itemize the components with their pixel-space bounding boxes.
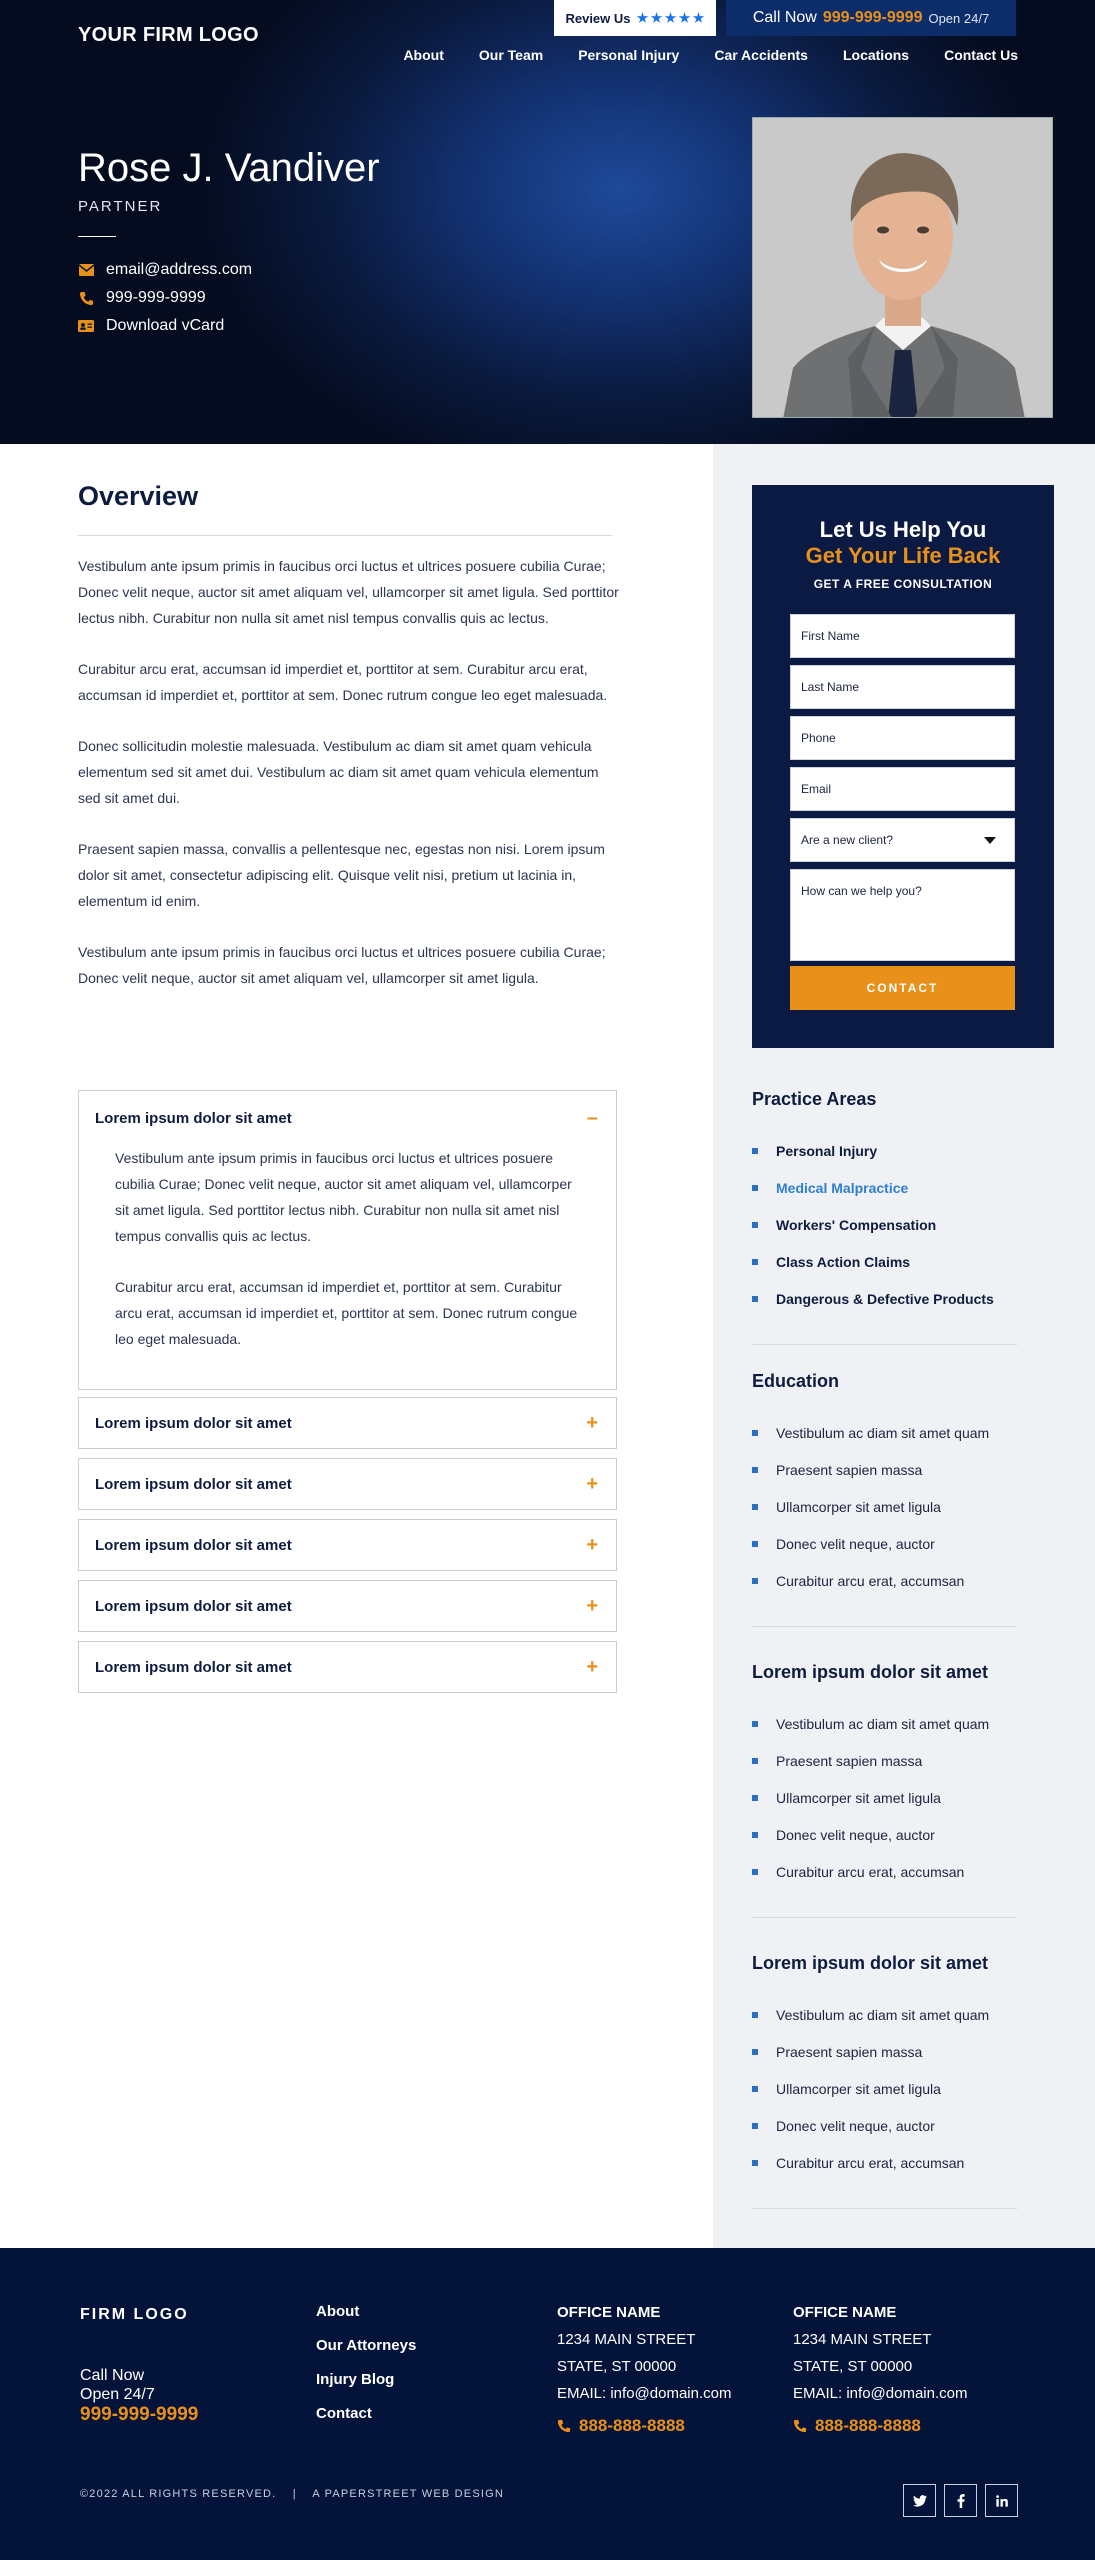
education-list <box>752 1414 1017 1599</box>
footer-call-label: Call Now <box>80 2367 145 2384</box>
hero-banner <box>0 0 1095 444</box>
accordion-item[interactable] <box>78 1397 617 1449</box>
practice-link-personal-injury[interactable] <box>752 1132 1017 1169</box>
office-city: STATE, ST 00000 <box>557 2358 677 2375</box>
list-item-text: Praesent sapien massa <box>776 1752 923 1769</box>
practice-label: Dangerous & Defective Products <box>776 1290 994 1307</box>
office-name: OFFICE NAME <box>557 2304 661 2321</box>
practice-areas-title: Practice Areas <box>752 1089 877 1109</box>
list-item-text: Donec velit neque, auctor <box>776 1826 935 1843</box>
square-bullet-icon <box>752 1504 758 1510</box>
sidebar-section-title: Lorem ipsum dolor sit amet <box>752 1662 989 1682</box>
office-street: 1234 MAIN STREET <box>557 2331 696 2348</box>
overview-paragraph: Curabitur arcu erat, accumsan id imperdiet et, porttitor at sem. Curabitur arcu erat, accumsan id imperdiet et, porttitor at sem. Donec rutrum congue leo eget malesuada. <box>78 661 608 703</box>
square-bullet-icon <box>752 2012 758 2018</box>
overview-heading: Overview <box>78 481 199 511</box>
nav-contact-us[interactable]: Contact Us <box>944 47 1018 63</box>
practice-link-workers-comp[interactable] <box>752 1206 1017 1243</box>
star-icon <box>693 12 705 24</box>
office-block <box>793 2304 967 2436</box>
review-label: Review Us <box>565 10 631 26</box>
square-bullet-icon <box>752 1832 758 1838</box>
practice-label: Class Action Claims <box>776 1253 911 1270</box>
nav-personal-injury[interactable]: Personal Injury <box>578 47 680 63</box>
practice-link-medical-malpractice[interactable] <box>752 1169 1017 1206</box>
practice-label: Medical Malpractice <box>776 1179 909 1196</box>
list-item <box>752 2144 1017 2181</box>
email-field[interactable] <box>790 767 1015 811</box>
square-bullet-icon <box>752 2049 758 2055</box>
social-links <box>903 2484 1018 2517</box>
select-value: Are a new client? <box>801 833 894 847</box>
caret-down-icon <box>984 837 996 844</box>
accordion-paragraph: Curabitur arcu erat, accumsan id imperdiet et, porttitor at sem. Curabitur arcu erat, accumsan id imperdiet et, porttitor at sem. Donec rutrum congue leo eget malesuada. <box>115 1279 578 1347</box>
sidebar-divider <box>752 1626 1017 1627</box>
accordion-title: Lorem ipsum dolor sit amet <box>95 1475 292 1493</box>
footer-link-attorneys[interactable]: Our Attorneys <box>316 2337 417 2354</box>
linkedin-icon[interactable] <box>985 2484 1018 2517</box>
footer-link-about[interactable]: About <box>316 2303 360 2320</box>
facebook-icon[interactable] <box>944 2484 977 2517</box>
list-item-text: Vestibulum ac diam sit amet quam <box>776 1424 990 1441</box>
list-item-text: Curabitur arcu erat, accumsan <box>776 1572 965 1589</box>
copyright-line <box>80 2488 504 2500</box>
list-item <box>752 2033 1017 2070</box>
square-bullet-icon <box>752 1222 758 1228</box>
accordion-body <box>79 1145 616 1352</box>
square-bullet-icon <box>752 1795 758 1801</box>
footer-phone[interactable]: 999-999-9999 <box>80 2404 199 2425</box>
envelope-icon <box>78 262 94 278</box>
star-icon <box>665 12 677 24</box>
office-block <box>557 2304 731 2436</box>
accordion-title: Lorem ipsum dolor sit amet <box>95 1414 292 1432</box>
square-bullet-icon <box>752 1259 758 1265</box>
sidebar-divider <box>752 2208 1017 2209</box>
list-item-text: Ullamcorper sit amet ligula <box>776 1498 941 1515</box>
list-item-text: Donec velit neque, auctor <box>776 1535 935 1552</box>
list-item <box>752 1996 1017 2033</box>
phone-field[interactable] <box>790 716 1015 760</box>
list-item-text: Vestibulum ac diam sit amet quam <box>776 2006 990 2023</box>
site-footer <box>0 2248 1095 2560</box>
accordion-item[interactable] <box>78 1641 617 1693</box>
square-bullet-icon <box>752 1758 758 1764</box>
square-bullet-icon <box>752 1721 758 1727</box>
call-label: Call Now <box>752 9 817 26</box>
email-row[interactable] <box>78 256 252 284</box>
list-item <box>752 2107 1017 2144</box>
footer-logo[interactable]: FIRM LOGO <box>80 2306 189 2323</box>
message-placeholder: How can we help you? <box>801 884 922 898</box>
accordion-title: Lorem ipsum dolor sit amet <box>95 1536 292 1554</box>
phone-link[interactable]: 999-999-9999 <box>106 289 206 306</box>
vcard-icon <box>78 318 94 334</box>
main-nav <box>403 47 1018 63</box>
square-bullet-icon <box>752 1467 758 1473</box>
email-link[interactable]: email@address.com <box>106 261 253 278</box>
footer-link-contact[interactable]: Contact <box>316 2405 372 2422</box>
square-bullet-icon <box>752 1185 758 1191</box>
list-item <box>752 1451 1017 1488</box>
last-name-placeholder: Last Name <box>801 680 860 694</box>
overview-paragraph: Donec sollicitudin molestie malesuada. Vestibulum ac diam sit amet quam vehicula elementum sed sit amet dui. Vestibulum ac diam sit amet quam vehicula elementum sed sit amet dui. <box>78 738 599 806</box>
phone-placeholder: Phone <box>801 731 836 745</box>
accordion-title: Lorem ipsum dolor sit amet <box>95 1658 292 1676</box>
star-icon <box>651 12 663 24</box>
consultation-form <box>752 485 1054 1048</box>
nav-our-team[interactable]: Our Team <box>478 47 544 63</box>
title-divider <box>78 236 116 237</box>
practice-areas-list <box>752 1132 1017 1317</box>
practice-link-class-action[interactable] <box>752 1243 1017 1280</box>
sidebar-divider <box>752 1344 1017 1345</box>
overview-divider <box>78 535 612 536</box>
attorney-title: PARTNER <box>78 198 163 215</box>
square-bullet-icon <box>752 1148 758 1154</box>
copyright-separator: | <box>292 2488 297 2500</box>
overview-paragraph: Vestibulum ante ipsum primis in faucibus orci luctus et ultrices posuere cubilia Curae; Donec velit neque, auctor sit amet aliquam vel, ullamcorper sit amet ligula. <box>78 944 606 986</box>
list-item <box>752 1853 1017 1890</box>
office-phone-row[interactable] <box>793 2416 967 2436</box>
list-item <box>752 1779 1017 1816</box>
accordion-header[interactable] <box>79 1091 616 1145</box>
phone-row[interactable] <box>78 284 252 312</box>
last-name-field[interactable] <box>790 665 1015 709</box>
practice-label: Personal Injury <box>776 1142 878 1159</box>
overview-paragraph: Praesent sapien massa, convallis a pellentesque nec, egestas non nisi. Lorem ipsum dolor sit amet, consectetur adipiscing elit. Quisque velit nisi, pretium ut lacinia in, elementum id enim. <box>78 841 605 909</box>
sidebar-section-list <box>752 1996 1017 2181</box>
email-placeholder: Email <box>801 782 832 796</box>
practice-link-defective-products[interactable] <box>752 1280 1017 1317</box>
list-item <box>752 1414 1017 1451</box>
new-client-select[interactable] <box>790 818 1015 862</box>
accordion-item[interactable] <box>78 1458 617 1510</box>
list-item-text: Vestibulum ac diam sit amet quam <box>776 1715 990 1732</box>
attorney-portrait <box>752 117 1053 418</box>
overview-body <box>78 553 623 1016</box>
phone-icon <box>793 2419 807 2433</box>
list-item-text: Ullamcorper sit amet ligula <box>776 1789 941 1806</box>
square-bullet-icon <box>752 1869 758 1875</box>
office-name: OFFICE NAME <box>793 2304 897 2321</box>
office-phone: 888-888-8888 <box>579 2416 685 2435</box>
sidebar-section-title: Lorem ipsum dolor sit amet <box>752 1953 989 1973</box>
list-item-text: Curabitur arcu erat, accumsan <box>776 1863 965 1880</box>
form-heading-accent: Get Your Life Back <box>805 543 1001 568</box>
form-subheading: GET A FREE CONSULTATION <box>813 577 993 591</box>
list-item <box>752 1705 1017 1742</box>
collapse-icon: – <box>586 1106 598 1129</box>
square-bullet-icon <box>752 2086 758 2092</box>
square-bullet-icon <box>752 1541 758 1547</box>
nav-car-accidents[interactable]: Car Accidents <box>714 47 808 63</box>
star-icon <box>637 12 649 24</box>
copyright-text: ©2022 ALL RIGHTS RESERVED. <box>80 2488 277 2500</box>
office-phone-row[interactable] <box>557 2416 731 2436</box>
attorney-name: Rose J. Vandiver <box>78 146 380 190</box>
list-item-text: Ullamcorper sit amet ligula <box>776 2080 941 2097</box>
call-now-bar[interactable] <box>726 0 1016 36</box>
accordion-item[interactable] <box>78 1580 617 1632</box>
expand-icon: + <box>586 1533 598 1556</box>
expand-icon: + <box>586 1594 598 1617</box>
accordion-paragraph: Vestibulum ante ipsum primis in faucibus orci luctus et ultrices posuere cubilia Curae; Donec velit neque, auctor sit amet aliquam vel, ullamcorper sit amet ligula. Sed porttitor lectus nibh. Curabitur non nulla sit amet nisl tempus convallis quis ac lectus. <box>115 1150 572 1244</box>
accordion-item[interactable] <box>78 1519 617 1571</box>
accordion-title: Lorem ipsum dolor sit amet <box>95 1597 292 1615</box>
square-bullet-icon <box>752 1430 758 1436</box>
sidebar-divider <box>752 1917 1017 1918</box>
expand-icon: + <box>586 1411 598 1434</box>
square-bullet-icon <box>752 1296 758 1302</box>
office-email[interactable]: EMAIL: info@domain.com <box>793 2385 968 2402</box>
footer-nav <box>316 2302 416 2438</box>
footer-link-blog[interactable]: Injury Blog <box>316 2371 395 2388</box>
office-street: 1234 MAIN STREET <box>793 2331 932 2348</box>
office-phone: 888-888-8888 <box>815 2416 921 2435</box>
list-item-text: Praesent sapien massa <box>776 1461 923 1478</box>
list-item <box>752 1488 1017 1525</box>
list-item <box>752 1525 1017 1562</box>
design-credit[interactable]: A PAPERSTREET WEB DESIGN <box>312 2488 505 2500</box>
review-us-button[interactable] <box>554 0 716 36</box>
sidebar-section-list <box>752 1705 1017 1890</box>
nav-locations[interactable]: Locations <box>842 47 910 63</box>
square-bullet-icon <box>752 2123 758 2129</box>
footer-call <box>80 2366 155 2404</box>
list-item <box>752 1562 1017 1599</box>
vcard-link[interactable]: Download vCard <box>106 317 225 334</box>
education-title: Education <box>752 1371 840 1391</box>
vcard-row[interactable] <box>78 312 252 340</box>
message-textarea[interactable] <box>790 869 1015 961</box>
practice-label: Workers' Compensation <box>776 1216 937 1233</box>
footer-hours: Open 24/7 <box>80 2386 155 2403</box>
overview-paragraph: Vestibulum ante ipsum primis in faucibus orci luctus et ultrices posuere cubilia Curae; Donec velit neque, auctor sit amet aliquam vel, ullamcorper sit amet ligula. Sed porttitor lectus nibh. Curabitur non nulla sit amet nisl tempus convallis quis ac lectus. <box>78 558 619 626</box>
phone-icon <box>557 2419 571 2433</box>
call-hours: Open 24/7 <box>928 10 990 26</box>
expand-icon: + <box>586 1472 598 1495</box>
list-item-text: Praesent sapien massa <box>776 2043 923 2060</box>
expand-icon: + <box>586 1655 598 1678</box>
star-icon <box>679 12 691 24</box>
square-bullet-icon <box>752 2160 758 2166</box>
office-email[interactable]: EMAIL: info@domain.com <box>557 2385 732 2402</box>
header-phone[interactable]: 999-999-9999 <box>822 9 923 26</box>
first-name-field[interactable] <box>790 614 1015 658</box>
twitter-icon[interactable] <box>903 2484 936 2517</box>
list-item <box>752 1816 1017 1853</box>
contact-submit-button[interactable]: CONTACT <box>790 966 1015 1010</box>
list-item-text: Donec velit neque, auctor <box>776 2117 935 2134</box>
accordion-item-open <box>78 1090 617 1390</box>
rating-stars <box>637 12 705 24</box>
square-bullet-icon <box>752 1578 758 1584</box>
nav-about[interactable]: About <box>403 47 444 63</box>
firm-logo[interactable]: YOUR FIRM LOGO <box>78 24 259 46</box>
contact-list <box>78 256 252 340</box>
list-item <box>752 2070 1017 2107</box>
list-item <box>752 1742 1017 1779</box>
list-item-text: Curabitur arcu erat, accumsan <box>776 2154 965 2171</box>
first-name-placeholder: First Name <box>801 629 860 643</box>
office-city: STATE, ST 00000 <box>793 2358 913 2375</box>
form-heading: Let Us Help You <box>819 517 987 542</box>
accordion-title: Lorem ipsum dolor sit amet <box>95 1109 292 1127</box>
phone-icon <box>78 290 94 306</box>
